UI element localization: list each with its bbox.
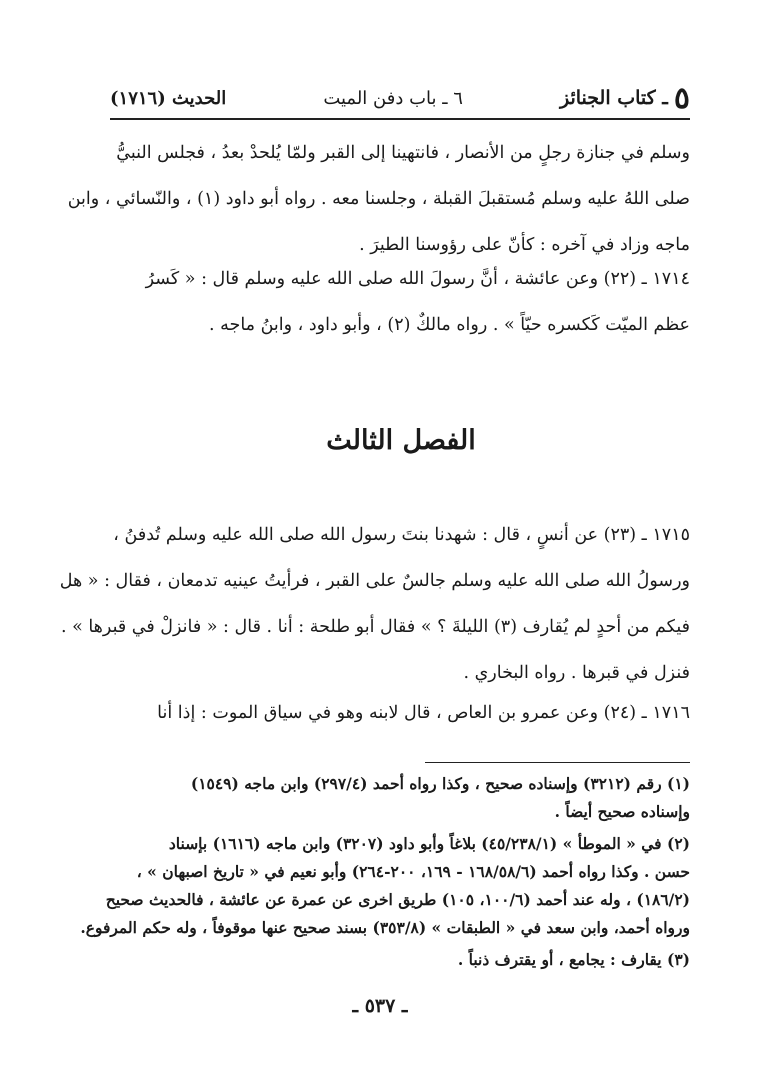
text-line: ١٧١٥ ـ (٢٣) عن أنسٍ ، قال : شهدنا بنتَ رسول الله صلى الله عليه وسلم تُدفنُ ،: [113, 525, 690, 545]
footnote-line: وإسناده صحيح أيضاً .: [554, 802, 690, 821]
footnote-2: [80, 830, 690, 942]
footnote-line: حسن . وكذا رواه أحمد (١٦٨/٥٨/٦ - ١٦٩، ٢٠٠-٢٦٤) وأبو نعيم في « تاريخ اصبهان » ،: [136, 862, 690, 881]
header-rule: [110, 118, 690, 120]
page-header: [110, 76, 690, 120]
text-line: صلى اللهُ عليه وسلم مُستقبلَ القبلة ، وجلسنا معه . رواه أبو داود (١) ، والنّسائي ، وابن: [67, 189, 690, 209]
header-book: [560, 81, 690, 116]
book-title: ـ كتاب الجنائز: [559, 87, 668, 109]
footnote-line: (١٨٦/٢) ، وله عند أحمد (١٠٠/٦، ١٠٥) طريق اخرى عن عمرة عن عائشة ، فالحديث صحيح: [105, 890, 690, 909]
text-line: وسلم في جنازة رجلٍ من الأنصار ، فانتهينا إلى القبر ولمّا يُلحدْ بعدُ ، فجلس النبيُّ: [116, 143, 690, 163]
paragraph-4: [112, 690, 690, 736]
text-line: ورسولُ الله صلى الله عليه وسلم جالسٌ على القبر ، فرأيتُ عينيه تدمعان ، فقال : « هل: [59, 571, 690, 591]
paragraph-1: [67, 130, 690, 268]
text-line: فيكم من أحدٍ لم يُقارف (٣) الليلةَ ؟ » فقال أبو طلحة : أنا . قال : « فانزلْ في قبرها » .: [60, 617, 690, 637]
section-title: الفصل الثالث: [326, 425, 476, 456]
text-line: ١٧١٦ ـ (٢٤) وعن عمرو بن العاص ، قال لابنه وهو في سياق الموت : إذا أنا: [157, 703, 690, 723]
footnote-line: (١) رقم (٣٢١٢) وإسناده صحيح ، وكذا رواه أحمد (٢٩٧/٤) وابن ماجه (١٥٤٩): [190, 774, 690, 793]
footnote-line: ورواه أحمد، وابن سعد في « الطبقات » (٣٥٣/٨) بسند صحيح عنها موقوفاً ، وله حكم المرفوع.: [80, 918, 690, 937]
hadith-range: الحديث (١٧١٦): [110, 87, 227, 109]
chapter-title: ٦ ـ باب دفن الميت: [323, 87, 463, 109]
volume-number: ٥: [673, 80, 690, 116]
footnote-line: (٢) في « الموطأ » (٤٥/٢٣٨/١) بلاغاً وأبو داود (٣٢٠٧) وابن ماجه (١٦١٦) بإسناد: [168, 834, 690, 853]
text-line: عظم الميّت كَكسره حيّاً » . رواه مالكٌ (٢) ، وأبو داود ، وابنُ ماجه .: [209, 315, 690, 335]
footnote-line: (٣) يقارف : يجامع ، أو يقترف ذنباً .: [457, 950, 690, 969]
paragraph-2: [112, 256, 690, 348]
text-line: ١٧١٤ ـ (٢٢) وعن عائشة ، أنَّ رسولَ الله صلى الله عليه وسلم قال : « كَسرُ: [145, 269, 690, 289]
footnote-rule: [425, 762, 690, 763]
page-number: ـ ٥٣٧ ـ: [352, 995, 408, 1017]
text-line: فنزل في قبرها . رواه البخاري .: [463, 663, 690, 683]
text-line: ماجه وزاد في آخره : كأنّ على رؤوسنا الطيرَ .: [359, 235, 690, 255]
paragraph-3: [59, 512, 690, 696]
footnote-1: [112, 770, 690, 826]
footnote-3: [112, 946, 690, 974]
